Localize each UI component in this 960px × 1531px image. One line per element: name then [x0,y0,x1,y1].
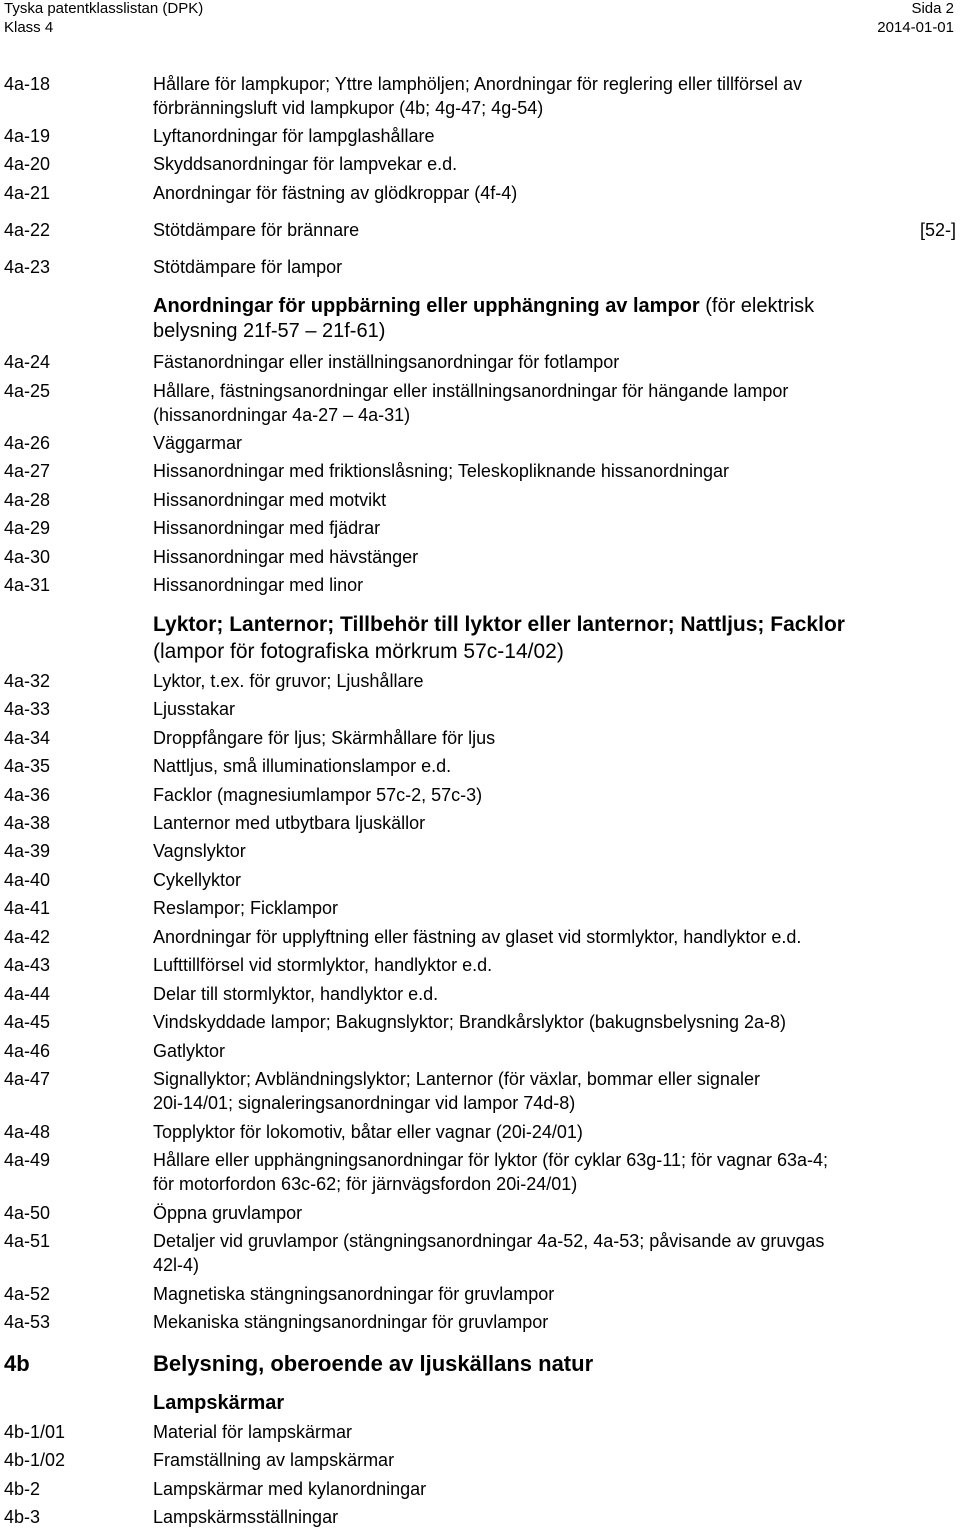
class-code: 4a-53 [4,1312,51,1332]
class-description: Gatlyktor [153,1041,226,1061]
class-code: 4a-39 [4,841,51,861]
class-code: 4a-38 [4,813,51,833]
class-description: förbränningsluft vid lampkupor (4b; 4g-47; 4g-54) [153,98,544,118]
class-description: Stötdämpare för lampor [153,257,343,277]
class-code: 4a-29 [4,518,51,538]
class-code: 4a-32 [4,671,51,691]
class-description: Material för lampskärmar [153,1422,353,1442]
class-description: Stötdämpare för brännare [153,220,360,240]
class-description: 20i-14/01; signaleringsanordningar vid lampor 74d-8) [153,1093,576,1113]
section-heading-bold: Lampskärmar [153,1392,285,1414]
class-code: 4a-50 [4,1203,51,1223]
class-code: 4b-1/02 [4,1450,66,1470]
class-description: Öppna gruvlampor [153,1203,303,1223]
section-heading-bold: Lyktor; Lanternor; Tillbehör till lyktor eller lanternor; Nattljus; Facklor [153,613,845,636]
class-code: 4a-36 [4,785,51,805]
class-description: Lampskärmar med kylanordningar [153,1479,427,1499]
class-code: 4a-44 [4,984,51,1004]
class-reference: [52-] [919,220,956,240]
class-description: Hållare för lampkupor; Yttre lamphöljen; Anordningar för reglering eller tillförsel av [153,74,802,94]
class-description: Topplyktor för lokomotiv, båtar eller vagnar (20i-24/01) [153,1122,583,1142]
class-description: Fästanordningar eller inställningsanordningar för fotlampor [153,352,620,372]
class-description: Lanternor med utbytbara ljuskällor [153,813,426,833]
class-code: 4a-46 [4,1041,51,1061]
class-code: 4a-22 [4,220,51,240]
class-description: (hissanordningar 4a-27 – 4a-31) [153,405,411,425]
class-code: 4a-20 [4,154,51,174]
class-code: 4a-49 [4,1150,51,1170]
class-description: Anordningar för upplyftning eller fästning av glaset vid stormlyktor, handlyktor e.d. [153,927,802,947]
class-description: Anordningar för fästning av glödkroppar (4f-4) [153,183,518,203]
class-code: 4b [4,1351,30,1376]
class-code: 4b-1/01 [4,1422,66,1442]
section-heading-bold: Anordningar för uppbärning eller upphängning av lampor [153,295,700,317]
class-description: Nattljus, små illuminationslampor e.d. [153,756,452,776]
class-description: Lampskärmsställningar [153,1507,339,1527]
document-date: 2014-01-01 [877,19,954,36]
class-code: 4a-19 [4,126,51,146]
class-code: 4a-30 [4,547,51,567]
class-code: 4a-52 [4,1284,51,1304]
class-description: Facklor (magnesiumlampor 57c-2, 57c-3) [153,785,483,805]
class-code: 4b-3 [4,1507,41,1527]
class-description: Väggarmar [153,433,243,453]
class-code: 4a-33 [4,699,51,719]
class-code: 4a-25 [4,381,51,401]
class-description: Hissanordningar med hävstänger [153,547,419,567]
class-description: Hissanordningar med friktionslåsning; Teleskopliknande hissanordningar [153,461,729,481]
class-description: för motorfordon 63c-62; för järnvägsfordon 20i-24/01) [153,1174,578,1194]
class-code: 4a-23 [4,257,51,277]
class-heading-title: Belysning, oberoende av ljuskällans natur [153,1351,594,1376]
class-code: 4a-21 [4,183,51,203]
class-code: 4a-28 [4,490,51,510]
class-description: 42l-4) [153,1255,200,1275]
class-code: 4a-47 [4,1069,51,1089]
class-description: Signallyktor; Avbländningslyktor; Lanternor (för växlar, bommar eller signaler [153,1069,760,1089]
class-description: Delar till stormlyktor, handlyktor e.d. [153,984,439,1004]
class-code: 4a-45 [4,1012,51,1032]
class-code: 4a-27 [4,461,51,481]
class-description: Mekaniska stängningsanordningar för gruvlampor [153,1312,549,1332]
class-description: Hållare eller upphängningsanordningar för lyktor (för cyklar 63g-11; för vagnar 63a-4; [153,1150,829,1170]
class-description: Lyktor, t.ex. för gruvor; Ljushållare [153,671,424,691]
class-code: 4a-40 [4,870,51,890]
class-description: Hissanordningar med fjädrar [153,518,381,538]
class-description: Detaljer vid gruvlampor (stängningsanordningar 4a-52, 4a-53; påvisande av gruvgas [153,1231,825,1251]
class-description: Hållare, fästningsanordningar eller inställningsanordningar för hängande lampor [153,381,789,401]
class-description: Vagnslyktor [153,841,246,861]
class-label: Klass 4 [4,19,54,36]
section-heading-note: (lampor för fotografiska mörkrum 57c-14/02) [153,640,564,663]
section-heading-note: (för elektrisk [699,295,815,317]
document-title: Tyska patentklasslistan (DPK) [4,0,204,17]
class-code: 4a-34 [4,728,51,748]
class-description: Framställning av lampskärmar [153,1450,395,1470]
class-description: Hissanordningar med motvikt [153,490,387,510]
class-code: 4a-42 [4,927,51,947]
class-description: Magnetiska stängningsanordningar för gruvlampor [153,1284,555,1304]
class-code: 4a-24 [4,352,51,372]
class-code: 4a-26 [4,433,51,453]
class-code: 4a-18 [4,74,51,94]
class-code: 4a-35 [4,756,51,776]
class-description: Lyftanordningar för lampglashållare [153,126,435,146]
class-code: 4a-51 [4,1231,51,1251]
class-code: 4a-31 [4,575,51,595]
class-description: Reslampor; Ficklampor [153,898,339,918]
class-description: Skyddsanordningar för lampvekar e.d. [153,154,458,174]
class-code: 4a-41 [4,898,51,918]
class-description: Vindskyddade lampor; Bakugnslyktor; Brandkårslyktor (bakugnsbelysning 2a-8) [153,1012,786,1032]
class-description: Ljusstakar [153,699,236,719]
class-description: Cykellyktor [153,870,242,890]
class-code: 4b-2 [4,1479,41,1499]
class-code: 4a-43 [4,955,51,975]
page-number: Sida 2 [911,0,954,17]
class-description: Lufttillförsel vid stormlyktor, handlyktor e.d. [153,955,493,975]
section-heading-note: belysning 21f-57 – 21f-61) [153,320,386,342]
class-description: Hissanordningar med linor [153,575,364,595]
class-code: 4a-48 [4,1122,51,1142]
class-description: Droppfångare för ljus; Skärmhållare för ljus [153,728,496,748]
